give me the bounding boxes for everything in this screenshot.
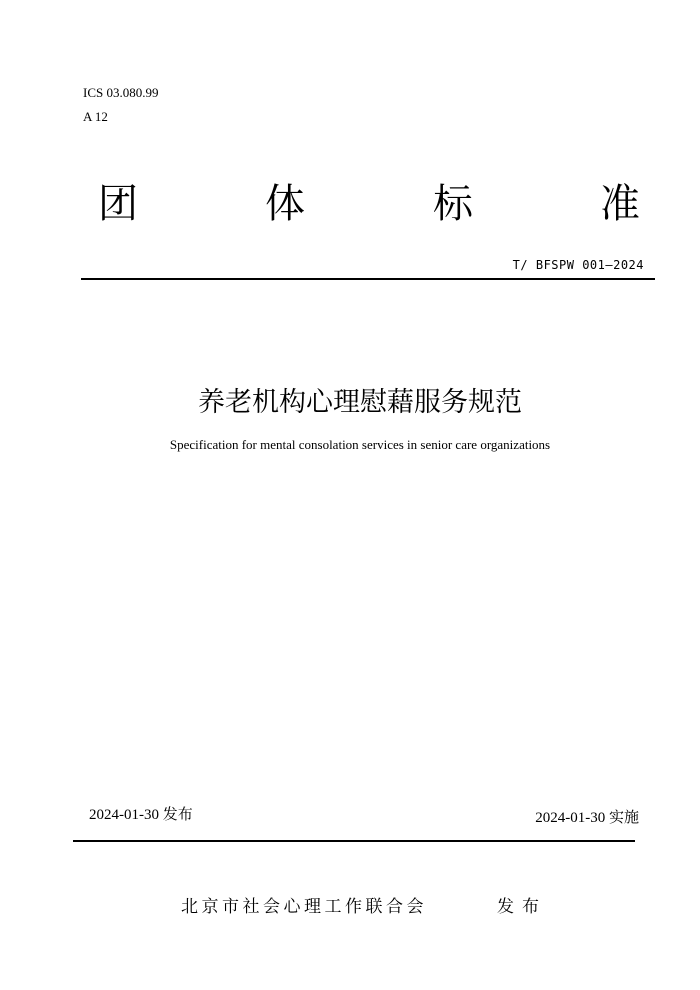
document-title-english: Specification for mental consolation services in senior care organizations [169,437,551,452]
implementation-date: 2024-01-30 实施 [535,810,639,826]
standard-type-char-2: 体 [265,181,305,227]
standard-number: T/ BFSPW 001—2024 [512,258,644,272]
document-title-chinese: 养老机构心理慰藉服务规范 [198,387,522,418]
ics-code: ICS 03.080.99 [83,85,159,100]
issue-label: 发布 [497,897,547,917]
standard-type-char-3: 标 [433,181,473,227]
header-divider [81,278,655,280]
issuing-organization: 北京市社会心理工作联合会 [181,897,427,917]
classification-code: A 12 [83,109,108,124]
publication-date: 2024-01-30 发布 [89,807,193,823]
standard-type-char-1: 团 [98,181,138,227]
footer-divider [73,840,635,842]
standard-type-char-4: 准 [600,181,640,227]
